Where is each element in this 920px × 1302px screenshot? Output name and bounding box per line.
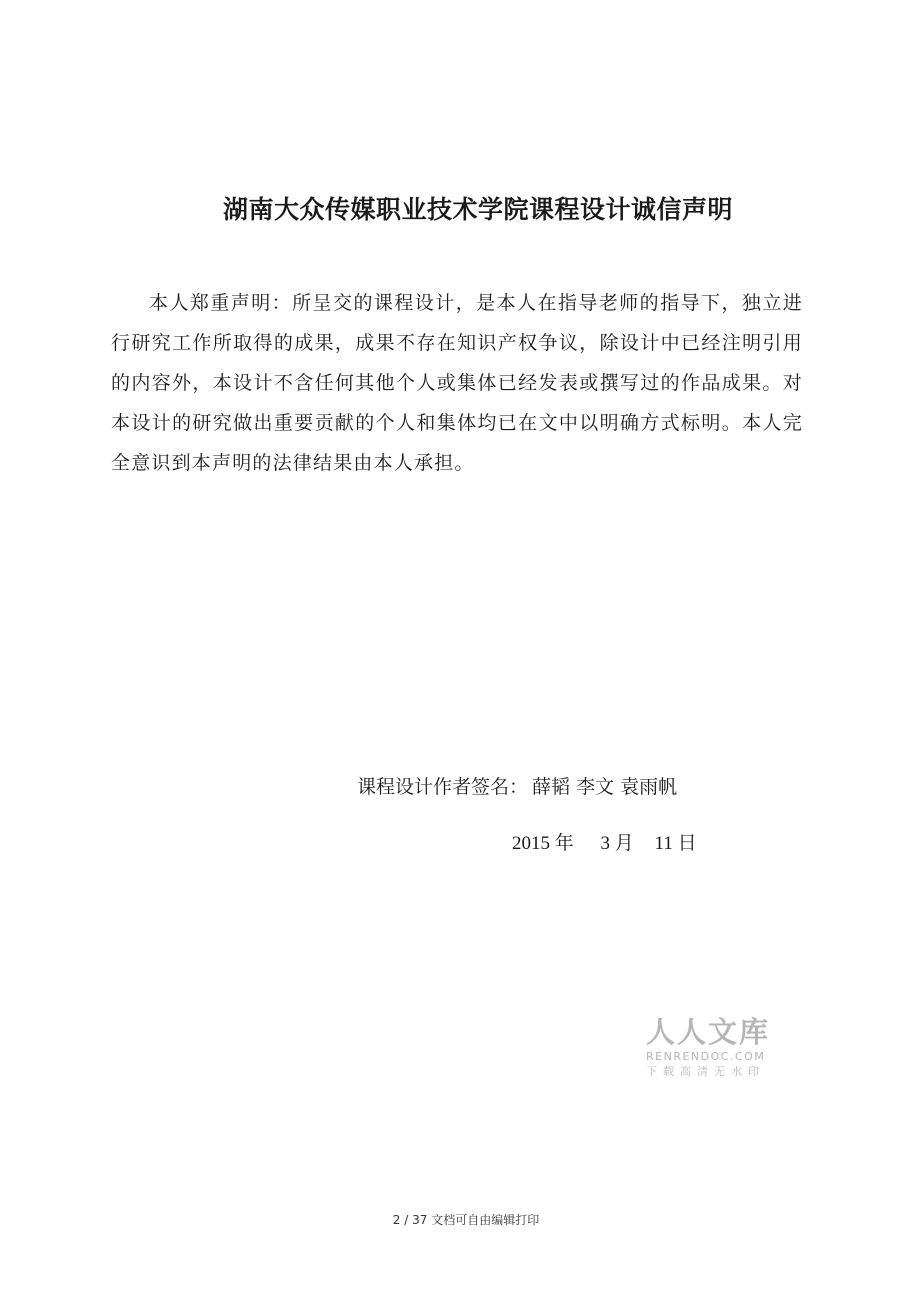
signature-date [512, 828, 697, 855]
signature-label: 课程设计作者签名： [357, 776, 529, 798]
page-footer: 2 / 37 文档可自由编辑打印 [392, 1213, 540, 1227]
declaration-text: 本人郑重声明：所呈交的课程设计，是本人在指导老师的指导下，独立进行研究工作所取得的成果，成果不存在知识产权争议，除设计中已经注明引用的内容外，本设计不含任何其他个人或集体已经发表或撰写过的作品成果。对本设计的研究做出重要贡献的个人和集体均已在文中以明确方式标明。本人完全意识到本声明的法律结果由本人承担。 [111, 292, 803, 474]
signature-names: 薛韬 李文 袁雨帆 [532, 776, 678, 798]
date-day-unit: 日 [677, 833, 697, 854]
date-year: 2015 [512, 833, 550, 854]
watermark-domain: RENRENDOC.COM [646, 1050, 766, 1063]
date-month: 3 [600, 833, 611, 854]
date-day: 11 [654, 833, 673, 854]
signature-line [357, 772, 677, 799]
watermark-logo [646, 1016, 776, 1080]
document-title: 湖南大众传媒职业技术学院课程设计诚信声明 [222, 195, 733, 224]
watermark-tagline: 下载高清无水印 [646, 1065, 765, 1078]
date-month-unit: 月 [614, 833, 634, 854]
watermark-brand: 人人文库 [646, 1015, 771, 1049]
date-year-unit: 年 [554, 833, 574, 854]
